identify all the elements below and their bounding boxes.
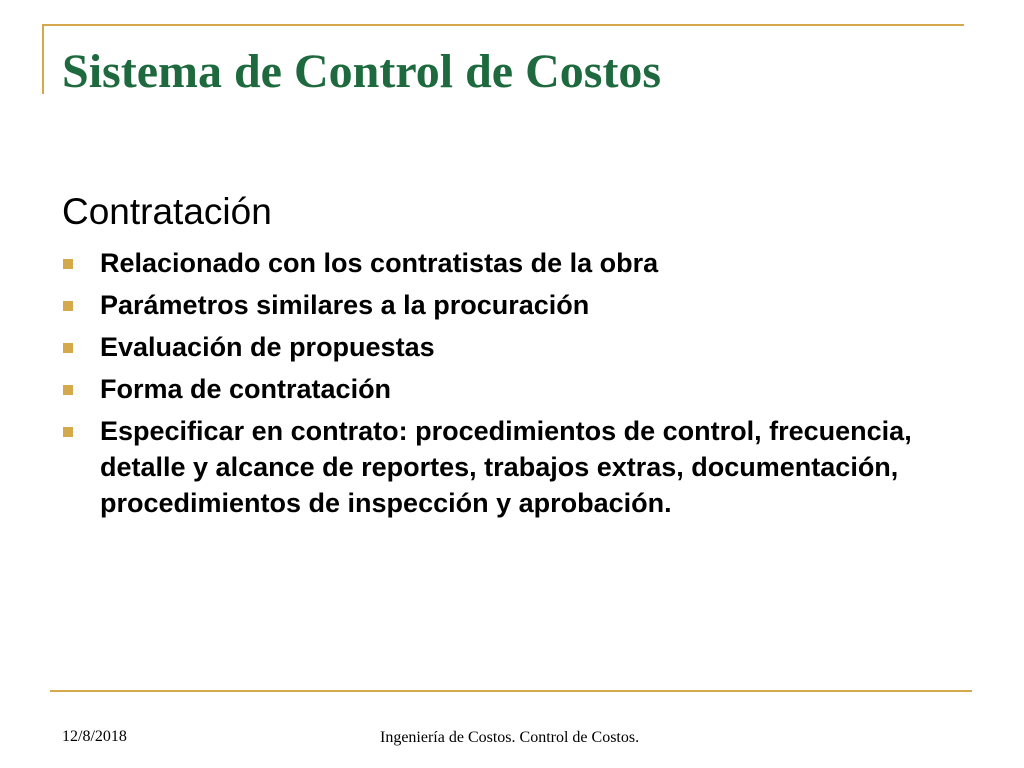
bullet-text: Evaluación de propuestas xyxy=(100,332,435,362)
bullet-text: Especificar en contrato: procedimientos de control, frecuencia, detalle y alcance de reportes, trabajos extras, documentación, procedimientos de inspección y aprobación. xyxy=(100,416,912,518)
bullet-text: Relacionado con los contratistas de la obra xyxy=(100,248,659,278)
title-frame-left-rule xyxy=(42,24,44,94)
slide-title: Sistema de Control de Costos xyxy=(62,45,662,98)
footer-caption: Ingeniería de Costos. Control de Costos. xyxy=(380,729,640,746)
footer-date: 12/8/2018 xyxy=(62,728,127,745)
bullet-item xyxy=(62,371,942,407)
bullet-item xyxy=(62,287,942,323)
bullet-item xyxy=(62,329,942,365)
title-frame-top-rule xyxy=(42,24,964,26)
bullet-item xyxy=(62,245,942,281)
square-bullet-icon xyxy=(63,259,73,269)
bullet-item xyxy=(62,413,942,521)
section-heading: Contratación xyxy=(62,191,272,232)
bullet-list xyxy=(62,245,942,527)
bullet-text: Parámetros similares a la procuración xyxy=(100,290,590,320)
square-bullet-icon xyxy=(63,427,73,437)
square-bullet-icon xyxy=(63,343,73,353)
bullet-text: Forma de contratación xyxy=(100,374,392,404)
square-bullet-icon xyxy=(63,385,73,395)
square-bullet-icon xyxy=(63,301,73,311)
footer-rule xyxy=(50,690,972,692)
